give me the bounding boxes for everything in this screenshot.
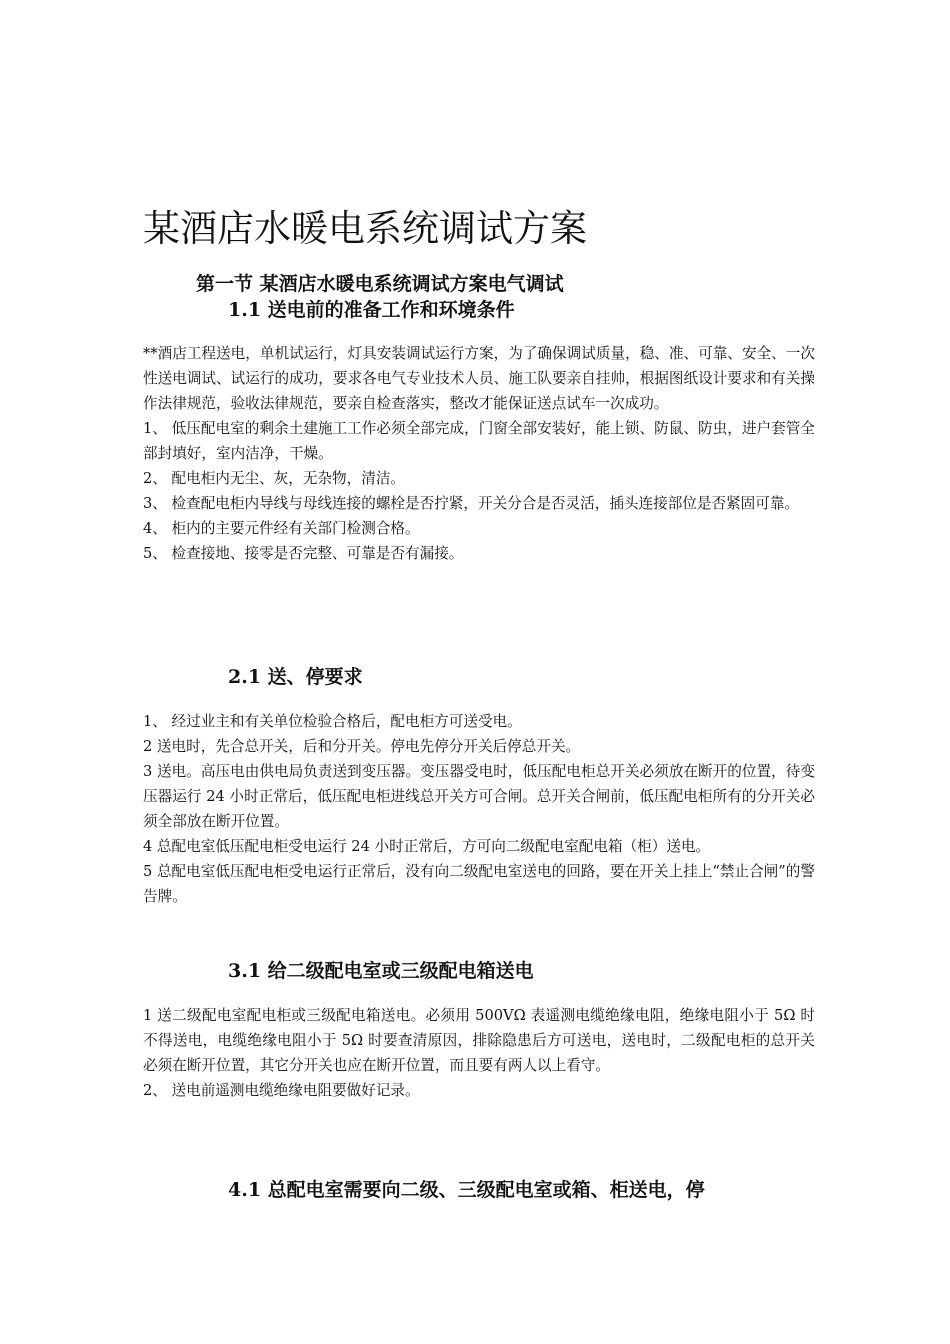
subsection-body-2-1 xyxy=(143,709,815,909)
list-item: 4 总配电室低压配电柜受电运行 24 小时正常后，方可向二级配电室配电箱（柜）送电。 xyxy=(143,838,711,855)
document-title: 某酒店水暖电系统调试方案 xyxy=(143,207,587,250)
list-item: 1、 低压配电室的剩余土建施工工作必须全部完成，门窗全部安装好，能上锁、防鼠、防虫，进户套管全部封填好，室内洁净，干燥。 xyxy=(143,420,815,462)
section-heading: 第一节 某酒店水暖电系统调试方案电气调试 xyxy=(196,273,564,295)
list-item: 5、 检查接地、接零是否完整、可靠是否有漏接。 xyxy=(143,545,464,562)
subsection-heading-4-1: 4.1 总配电室需要向二级、三级配电室或箱、柜送电，停 xyxy=(228,1179,705,1201)
list-item: 3 送电。高压电由供电局负责送到变压器。变压器受电时，低压配电柜总开关必须放在断开的位置，待变压器运行 24 小时正常后，低压配电柜进线总开关方可合闸。总开关合闸前，低压配电柜所有的分开关必须全部放在断开位置。 xyxy=(143,763,815,830)
subsection-heading-3-1: 3.1 给二级配电室或三级配电箱送电 xyxy=(228,960,534,982)
subsection-body-3-1 xyxy=(143,1003,815,1103)
list-item: 2 送电时，先合总开关，后和分开关。停电先停分开关后停总开关。 xyxy=(143,738,581,755)
list-item: 5 总配电室低压配电柜受电运行正常后，没有向二级配电室送电的回路，要在开关上挂上“禁止合闸”的警告牌。 xyxy=(143,863,815,905)
subsection-heading-2-1: 2.1 送、停要求 xyxy=(228,666,363,688)
list-item: 4、 柜内的主要元件经有关部门检测合格。 xyxy=(143,520,420,537)
subsection-heading-1-1: 1.1 送电前的准备工作和环境条件 xyxy=(228,299,515,321)
list-item: 1 送二级配电室配电柜或三级配电箱送电。必须用 500VΩ 表遥测电缆绝缘电阻，绝缘电阻小于 5Ω 时不得送电，电缆绝缘电阻小于 5Ω 时要查清原因，排除隐患后方可送电，送电时，二级配电柜的总开关必须在断开位置，其它分开关也应在断开位置，而且要有两人以上看守。 xyxy=(143,1007,815,1074)
list-item: 1、 经过业主和有关单位检验合格后，配电柜方可送受电。 xyxy=(143,713,522,730)
list-item: 2、 送电前遥测电缆绝缘电阻要做好记录。 xyxy=(143,1082,420,1099)
subsection-body-1-1 xyxy=(143,341,815,566)
list-item: 3、 检查配电柜内导线与母线连接的螺栓是否拧紧，开关分合是否灵活，插头连接部位是否紧固可靠。 xyxy=(143,495,800,512)
intro-paragraph: **酒店工程送电，单机试运行，灯具安装调试运行方案，为了确保调试质量，稳、准、可靠、安全、一次性送电调试、试运行的成功，要求各电气专业技术人员、施工队要亲自挂帅，根据图纸设计要求和有关操作法律规范，验收法律规范，要亲自检查落实，整改才能保证送点试车一次成功。 xyxy=(143,345,815,412)
list-item: 2、 配电柜内无尘、灰，无杂物，清洁。 xyxy=(143,470,406,487)
